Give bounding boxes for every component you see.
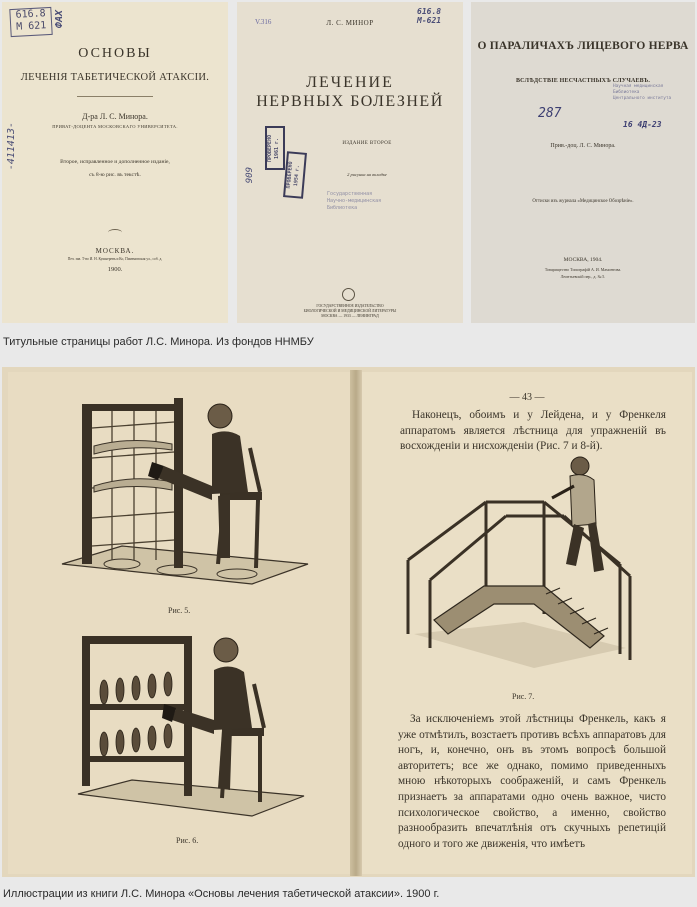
cover1-author: Д-ра Л. С. Минора. <box>82 112 148 121</box>
cover2-title-line2: НЕРВНЫХ БОЛЕЗНЕЙ <box>256 93 444 110</box>
cover3-address: Леонтьевскій пер., д. № 5. <box>560 274 606 279</box>
cover-lechenie <box>237 2 463 323</box>
cover3-author: Прив.-доц. Л. С. Минора. <box>550 143 616 149</box>
cover2-title-line1: ЛЕЧЕНИЕ <box>306 74 394 91</box>
right-page <box>362 372 692 874</box>
cover3-city: МОСКВА, 1904. <box>563 257 603 263</box>
figure-7-illustration <box>394 454 644 684</box>
title-line1: ОСНОВЫ <box>78 46 152 61</box>
paragraph-1: Наконецъ, обоимъ и у Лейдена, и у Френкеля аппаратомъ является лѣстница для упражненій въ восхожденіи и нисхожденіи (Рис. 7 и 8-й). <box>400 409 666 453</box>
side-mark: ФАХ <box>54 10 65 29</box>
figure-6-label: Рис. 6. <box>176 836 199 845</box>
cover2-library-stamp: Государственная Научно-медицинская Библиотека <box>327 191 382 211</box>
cover-osnovy <box>2 2 228 323</box>
publisher-emblem <box>342 288 355 301</box>
figure-7-label: Рис. 7. <box>512 692 535 701</box>
margin-note: -411413- <box>6 122 17 171</box>
cover2-edition: ИЗДАНИЕ ВТОРОЕ <box>342 141 392 146</box>
caption-top: Титульные страницы работ Л.С. Минора. Из фондов ННМБУ <box>3 336 314 348</box>
page-number: — 43 — <box>509 392 545 403</box>
figure-5-illustration <box>52 388 322 600</box>
cover2-figures: 2 рисунка на вкладке <box>347 172 387 177</box>
ornament <box>108 229 122 236</box>
cover3-offprint: Оттиски изъ журнала «Медицинское Обозрѣніе». <box>532 199 634 204</box>
left-page <box>8 372 352 874</box>
corner-stamp: 616.8 M 621 <box>9 7 52 37</box>
stamp-1954: ПРОВЕРЕНО 1954 г. <box>283 151 307 199</box>
cover1-figures: съ 8-ю рис. въ текстѣ. <box>89 172 141 178</box>
caption-bottom: Иллюстрации из книги Л.С. Минора «Основы лечения табетической атаксии». 1900 г. <box>3 888 440 900</box>
cover3-title: О ПАРАЛИЧАХЪ ЛИЦЕВОГО НЕРВА <box>477 40 689 52</box>
margin-number: 909 <box>245 167 255 184</box>
cover1-year: 1900. <box>107 266 123 273</box>
cover1-printer: Печ. зав. Т-во И. Н. Кушнеревъ и Ко, Пименовская ул., соб. д. <box>67 257 163 261</box>
title-line2: ЛЕЧЕНІЯ ТАБЕТИЧЕСКОЙ АТАКСІИ. <box>20 72 210 83</box>
cover2-author: Л. С. МИНОР <box>326 19 374 27</box>
cover3-library-stamp: Научная медицинская Библиотека Центрального института <box>613 84 672 101</box>
title-rule <box>77 96 153 97</box>
cover1-city: МОСКВА. <box>95 247 135 255</box>
top-left-mark: V.316 <box>255 18 272 26</box>
cover1-author-title: ПРИВАТ-ДОЦЕНТА МОСКОВСКАГО УНИВЕРСИТЕТА. <box>52 124 178 129</box>
figure-6-illustration <box>72 616 312 822</box>
cover3-subtitle: ВСЛѢДСТВІЕ НЕСЧАСТНЫХЪ СЛУЧАЕВЪ. <box>515 78 651 84</box>
figure-5-label: Рис. 5. <box>168 606 191 615</box>
paragraph-2: За исключеніемъ этой лѣстницы Френкель, какъ я уже отмѣтилъ, возстаетъ противъ всѣхъ аппаратовъ для ногъ, и, конечно, онъ въ этомъ вопросѣ большой авторитетъ; все же однако, помимо приведенныхъ мною нѣкоторыхъ соображеній, и самъ Френкель признаетъ за аппаратами одно очень важное, чисто психологическое свойство, а именно, свойство разнообразить впечатлѣнія отъ скучныхъ репетицій одного и того же движенія, что имѣетъ <box>398 713 666 850</box>
corner-mark: 616.8 М-621 <box>417 7 442 25</box>
cover-paralichi <box>471 2 695 323</box>
handwritten-number: 287 <box>538 106 562 121</box>
book-spine <box>350 370 362 876</box>
handwritten-code: 16 4Д-23 <box>623 120 662 129</box>
cover3-printer: Товарищество Типографій А. И. Мамонтова. <box>544 267 622 272</box>
stamp-1961: ПРОВЕРЕНО 1961 г. <box>265 126 285 170</box>
cover1-edition: Второе, исправленное и дополненное изданіе, <box>60 159 170 165</box>
cover2-publisher: ГОСУДАРСТВЕННОЕ ИЗДАТЕЛЬСТВО БИОЛОГИЧЕСКОЙ И МЕДИЦИНСКОЙ ЛИТЕРАТУРЫ МОСКВА — 1933 — ЛЕНИНГРАД <box>303 304 397 318</box>
